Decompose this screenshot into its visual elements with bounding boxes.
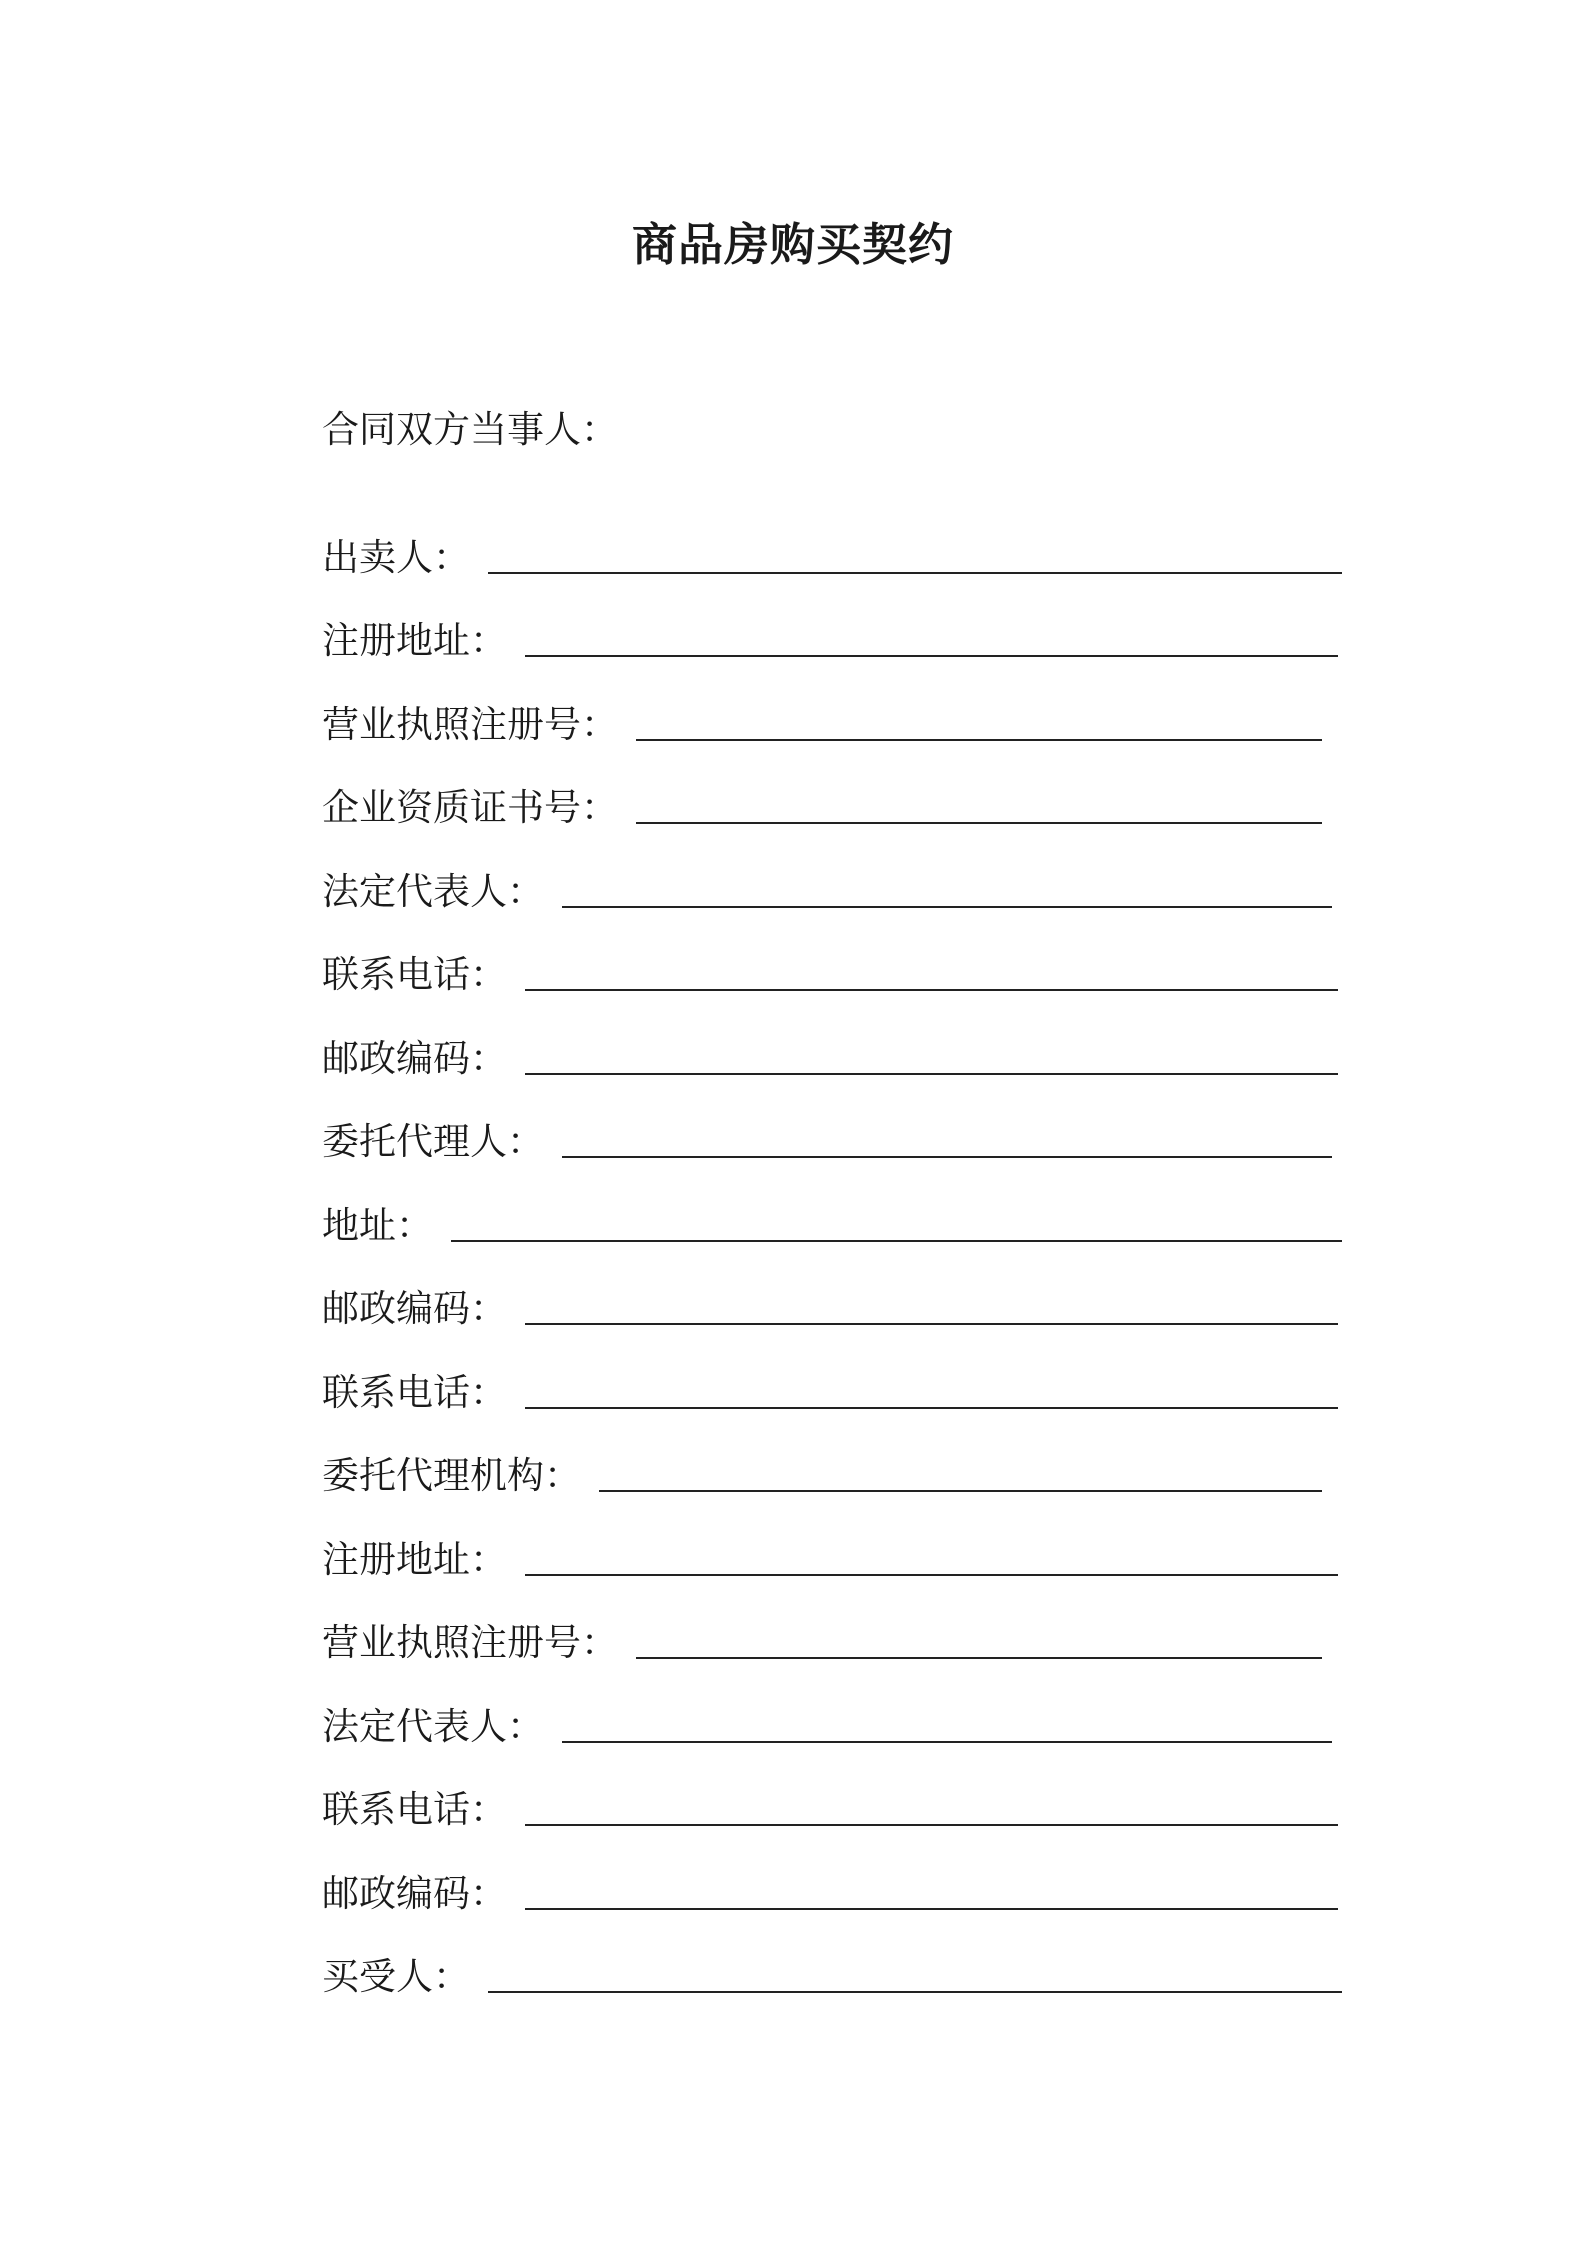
field-colon: ： [507, 869, 544, 913]
field-label: 邮政编码 [322, 1287, 470, 1330]
field-row-phone [322, 1334, 1342, 1418]
field-colon: ： [470, 1287, 507, 1330]
blank-line[interactable] [636, 739, 1322, 741]
field-colon: ： [581, 702, 618, 746]
field-label: 买受人 [322, 1955, 433, 1998]
field-colon: ： [470, 619, 507, 662]
field-label: 邮政编码 [322, 1036, 470, 1080]
blank-line[interactable] [562, 1741, 1332, 1743]
field-row-buyer [322, 1919, 1342, 2003]
blank-line[interactable] [636, 822, 1322, 824]
blank-line[interactable] [562, 1156, 1332, 1158]
field-label: 联系电话 [322, 1788, 470, 1831]
field-label: 注册地址 [322, 1537, 470, 1581]
party-fields [322, 499, 1342, 2002]
field-label: 委托代理机构 [322, 1454, 544, 1497]
field-label: 注册地址 [322, 619, 470, 662]
field-label: 企业资质证书号 [322, 786, 581, 829]
field-row-postal-code [322, 1000, 1342, 1084]
blank-line[interactable] [636, 1657, 1322, 1659]
field-row-phone [322, 1752, 1342, 1836]
field-label: 联系电话 [322, 1370, 470, 1414]
blank-line[interactable] [525, 1073, 1338, 1075]
field-label: 法定代表人 [322, 869, 507, 913]
blank-line[interactable] [525, 1824, 1338, 1826]
field-colon: ： [581, 1621, 618, 1664]
section-heading-parties: 合同双方当事人： [322, 408, 618, 451]
field-colon: ： [433, 535, 470, 579]
field-colon: ： [396, 1203, 433, 1247]
field-row-phone [322, 917, 1342, 1001]
field-label: 出卖人 [322, 535, 433, 579]
field-colon: ： [433, 1955, 470, 1998]
blank-line[interactable] [525, 1407, 1338, 1409]
field-row-agent [322, 1084, 1342, 1168]
field-row-postal-code [322, 1835, 1342, 1919]
field-label: 营业执照注册号 [322, 702, 581, 746]
field-row-business-license-no [322, 666, 1342, 750]
field-row-address [322, 1167, 1342, 1251]
blank-line[interactable] [525, 989, 1338, 991]
field-row-registered-address [322, 1501, 1342, 1585]
field-row-legal-representative [322, 833, 1342, 917]
blank-line[interactable] [525, 655, 1338, 657]
field-row-business-license-no [322, 1585, 1342, 1669]
blank-line[interactable] [451, 1240, 1342, 1242]
blank-line[interactable] [525, 1574, 1338, 1576]
field-row-agency [322, 1418, 1342, 1502]
field-row-postal-code [322, 1251, 1342, 1335]
field-colon: ： [470, 953, 507, 996]
field-colon: ： [581, 786, 618, 829]
field-row-registered-address [322, 583, 1342, 667]
field-row-qualification-cert-no [322, 750, 1342, 834]
field-label: 邮政编码 [322, 1871, 470, 1915]
field-label: 营业执照注册号 [322, 1621, 581, 1664]
field-label: 法定代表人 [322, 1704, 507, 1748]
field-row-legal-representative [322, 1668, 1342, 1752]
blank-line[interactable] [488, 1991, 1342, 1993]
field-colon: ： [507, 1120, 544, 1163]
field-colon: ： [544, 1454, 581, 1497]
field-colon: ： [507, 1704, 544, 1748]
blank-line[interactable] [488, 572, 1342, 574]
document-title: 商品房购买契约 [631, 218, 954, 271]
blank-line[interactable] [562, 906, 1332, 908]
blank-line[interactable] [599, 1490, 1322, 1492]
field-label: 地址 [322, 1203, 396, 1247]
field-colon: ： [470, 1370, 507, 1414]
field-row-seller [322, 499, 1342, 583]
field-label: 联系电话 [322, 953, 470, 996]
blank-line[interactable] [525, 1323, 1338, 1325]
field-colon: ： [470, 1036, 507, 1080]
field-colon: ： [470, 1537, 507, 1581]
field-colon: ： [470, 1788, 507, 1831]
field-colon: ： [470, 1871, 507, 1915]
field-label: 委托代理人 [322, 1120, 507, 1163]
blank-line[interactable] [525, 1908, 1338, 1910]
